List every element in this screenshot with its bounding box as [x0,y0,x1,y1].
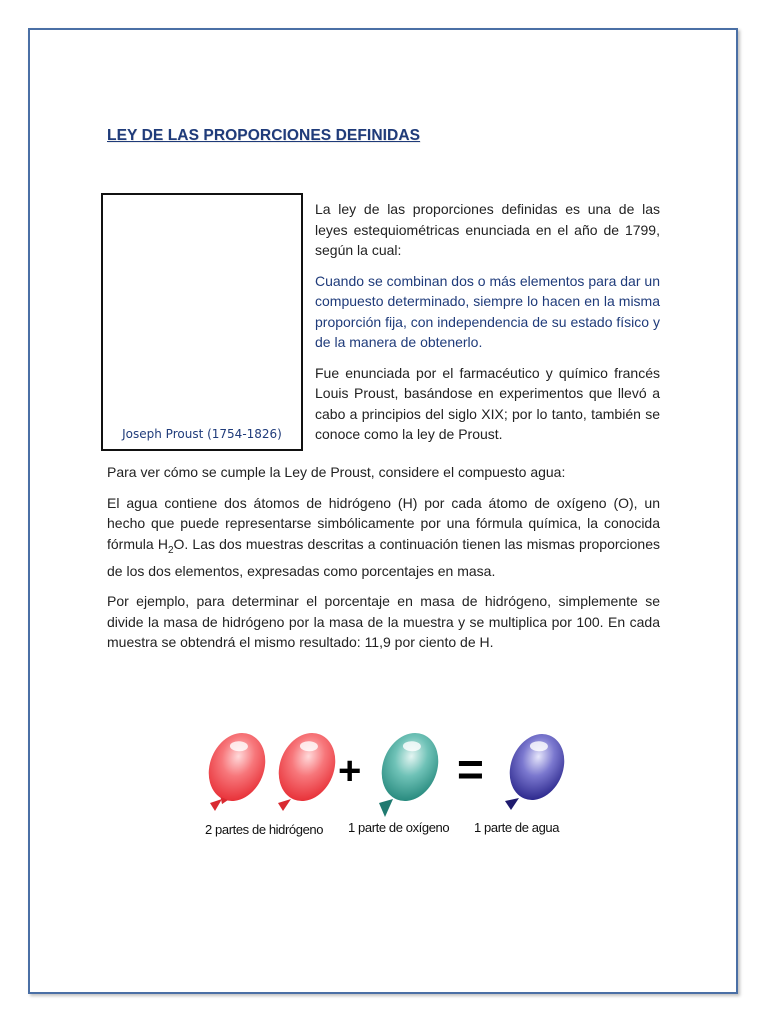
oxygen-label: 1 parte de oxígeno [348,820,450,835]
percentage-paragraph: Por ejemplo, para determinar el porcentaje en masa de hidrógeno, simplemente se divide la masa de hidrógeno por la masa de la muestra y se multiplica por 100. En cada muestra se obtendrá el mismo resultado: 11,9 por ciento de H. [107,593,660,651]
water-label: 1 parte de agua [474,820,560,835]
intro-paragraph: La ley de las proporciones definidas es una de las leyes estequiométricas enunciada en el año de 1799, según la cual: [315,201,660,258]
formula-text-after: O. Las dos muestras descritas a continuación tienen las mismas proporciones de los dos elementos, expresadas como porcentajes en masa. [107,535,660,579]
body-text-column [107,462,660,663]
plus-sign: + [338,749,362,793]
portrait-frame [101,193,303,451]
hydrogen-balloon-2-icon [269,725,345,810]
law-statement-paragraph: Cuando se combinan dos o más elementos para dar un compuesto determinado, siempre lo hacen en la misma proporción fija, con independencia de su estado físico y de la manera de obtenerlo. [315,272,660,350]
history-paragraph: Fue enunciada por el farmacéutico y químico francés Louis Proust, basándose en experimentos que llevó a cabo a principios del siglo XIX; por lo tanto, también se conoce como la ley de Proust. [315,364,660,442]
hydrogen-label: 2 partes de hidrógeno [205,822,324,837]
oxygen-balloon-icon [372,725,448,810]
document-title: LEY DE LAS PROPORCIONES DEFINIDAS [107,127,421,144]
equals-sign: = [457,743,484,795]
hydrogen-balloon-1-knot-icon [210,799,222,811]
hydrogen-balloon-2-knot-icon [278,799,291,811]
side-text-column [315,199,660,455]
proportion-figure [195,725,585,845]
formula-subscript: 2 [167,544,174,556]
oxygen-balloon-knot-icon [379,799,393,817]
water-balloon-knot-icon [505,798,519,810]
water-intro-paragraph: Para ver cómo se cumple la Ley de Proust, considere el compuesto agua: [107,464,566,480]
formula-text-before: El agua contiene dos átomos de hidrógeno (H) por cada átomo de oxígeno (O), un hecho que puede representarse simbólicamente por una fórmula química, la conocida fórmula H [107,494,660,552]
water-balloon-icon [500,726,574,809]
portrait-caption: Joseph Proust (1754-1826) [122,427,282,441]
hydrogen-balloon-1-icon [197,725,275,814]
water-formula-paragraph [107,493,660,582]
